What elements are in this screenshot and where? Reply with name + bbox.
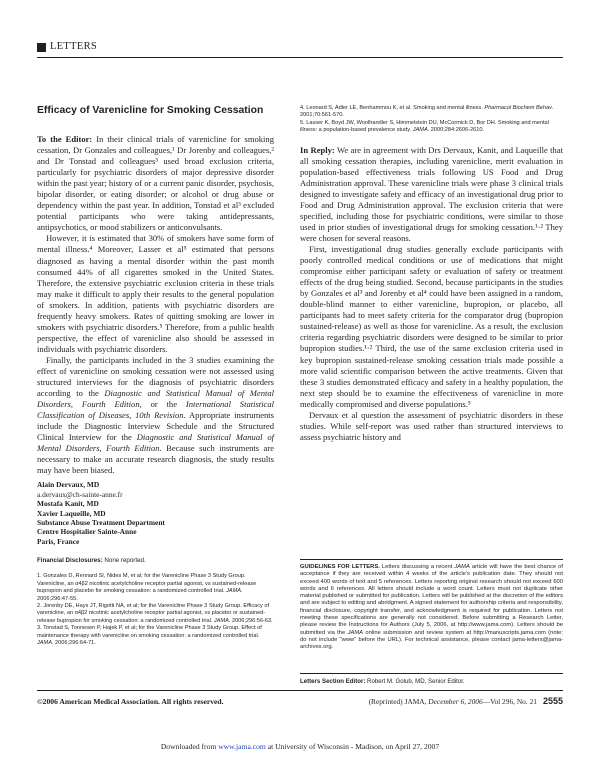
footer-date: December 6, 2006 [428, 697, 483, 706]
letter-p3-i1: Diagnostic and Statistical Manual of Mental Disorders, Fourth Edition [37, 388, 274, 410]
reference-item [300, 120, 563, 135]
reply-paragraph-1 [300, 145, 563, 244]
ref-text: 3. Tonstad S, Tonnesen P, Hajek P, et al; for the Varenicline Phase 3 Study Group. Effect of maintenance therapy with varenicline on smoking cessation: a randomized controlled trial. [37, 625, 262, 639]
reference-item [37, 625, 274, 647]
download-pre: Downloaded from [160, 742, 219, 751]
financial-disclosures [37, 557, 274, 565]
editor-label: Letters Section Editor: [300, 678, 366, 685]
section-label: LETTERS [50, 41, 98, 52]
reply-paragraph-2: First, investigational drug studies generally exclude participants with poorly controlled medical conditions or use of medications that might compromise either participant safety or evaluation of safety or treatment effects of the drug being studied. Second, because participants in the studies by Gonzales et al³ and Jorenby et al⁴ could have been assigned in a random, double-blind manner to either varenicline, bupropion, or placebo, all participants had to meet safety criteria for the comparator drug (bupropion sustained-release) as well as those for varenicline. As a result, the exclusion criteria regarding psychiatric disorders were designed to be similar to prior bupropion studies.¹·² Third, the use of the same exclusion criteria used in key bupropion sustained-release smoking cessation trials made possible a more valid scientific comparison between the active treatments. Given that these 3 studies demonstrated efficacy and safety in a healthy population, the next step should be to examine the effectiveness of varenicline in more medically compromised and diverse populations.⁵ [300, 244, 563, 409]
left-column [37, 105, 274, 647]
signature-line: Mostafa Kanit, MD [37, 499, 99, 509]
letter-p3-c: . Appropriate instruments include the Diagnostic Interview Schedule and the Structured Clinical Interview for the [37, 410, 274, 443]
ref-text: 2. Jorenby DE, Hays JT, Rigotti NA, et al; for the Varenicline Phase 3 Study Group. Efficacy of varenicline, an α4β2 nicotinic acetylcholine receptor partial agonist, vs placebo or sustained-release bupropion for smoking cessation: a randomized controlled trial. [37, 602, 270, 624]
letter-body [37, 134, 274, 476]
letter-paragraph-3 [37, 355, 274, 477]
guidelines-box [300, 564, 563, 652]
guidelines-label: GUIDELINES FOR LETTERS. [300, 564, 380, 570]
reference-item [37, 603, 274, 625]
ref-text: 1. Gonzales D, Rennard SI, Nides M, et al; for the Varenicline Phase 3 Study Group. Varenicline, an α4β2 nicotinic acetylcholine receptor partial agonist, vs sustained-release bupropion and placebo for smoking cessation: a randomized controlled trial. [37, 573, 257, 595]
ref-citation: . 2001;70:561-570. [300, 105, 554, 119]
editor-text: Robert M. Golub, MD, Senior Editor. [365, 678, 465, 685]
ref-journal: JAMA [226, 588, 241, 595]
right-column [300, 105, 563, 443]
signature-block [37, 480, 274, 546]
signature-line: Alain Dervaux, MD [37, 480, 100, 490]
reply-p1-text: We are in agreement with Drs Dervaux, Kanit, and Laqueille that all smoking cessation therapies, including varenicline, merit evaluation in population-based effectiveness trials following US Food and Drug Administration approval. These varenicline trials were phase 3 clinical trials designed to investigate safety and efficacy of an investigational drug prior to Food and Drug Administration approval. The exclusion criteria that were specified, including those for psychiatric conditions, were similar to those used in prior studies of investigational drugs for smoking cessation.¹·² They were chosen for several reasons. [300, 144, 563, 243]
ref-journal: JAMA [412, 127, 428, 134]
signature-line: Xavier Laqueille, MD [37, 508, 106, 518]
guidelines-rule [300, 559, 563, 560]
ref-citation: . 2006;296:64-71. [51, 639, 96, 646]
ref-journal: JAMA [213, 617, 229, 624]
financial-text: None reported. [102, 557, 146, 565]
journal-footer [369, 696, 563, 706]
ref-text: 5. Lasser K, Boyd JW, Woolhandler S, Himmelstein DU, McCormick D, Bor DH. Smoking and mental illness: a population-based prevalence study. [300, 119, 549, 134]
download-post: at University of Wisconsin - Madison, on April 27, 2007 [265, 742, 440, 751]
references-left [37, 573, 274, 647]
signature-line: Paris, France [37, 536, 80, 546]
letter-paragraph-2: However, it is estimated that 30% of smokers have some form of mental illness.⁴ Moreover, Lasser et al⁵ estimated that persons diagnosed as having a mental disorder within the past month consumed 44% of all cigarettes smoked in the United States. Therefore, the extensive psychiatric exclusion criteria in these trials may make it difficult to apply their results to the general population of smokers. In addition, patients with psychiatric disorders are frequently heavy smokers. Rates of quitting smoking are lower in smokers with psychiatric disorders.⁵ Therefore, from a public health perspective, the effect of varenicline also should be assessed in individuals with psychiatric disorders. [37, 233, 274, 354]
section-header [37, 41, 563, 55]
letter-p1-text: In their clinical trials of varenicline for smoking cessation, Dr Gonzales and colleagues,¹ Dr Jorenby and colleagues,² and Dr Tonstad and colleagues³ used broad exclusion criteria, particularly for psychiatric disorders of major depressive disorder within the past year; history of or a current panic disorder, psychosis, bipolar disorder, or eating disorder; or alcohol or drug abuse or dependency within the past year. In addition, Tonstad et al³ excluded potential participants who were taking antidepressants, antipsychotics, or mood stabilizers or anticonvulsants. [37, 134, 274, 233]
reference-item [300, 105, 563, 120]
ref-journal: JAMA [37, 639, 52, 646]
copyright: ©2006 American Medical Association. All rights reserved. [37, 697, 224, 706]
letter-p3-i3: Diagnostic and Statistical Manual of Mental Disorders, Fourth Edition [37, 432, 274, 454]
reply-lead: In Reply: [300, 144, 335, 155]
footer-reprinted: (Reprinted) JAMA, [368, 697, 429, 706]
financial-label: Financial Disclosures: [37, 557, 103, 565]
guidelines-journal: JAMA [347, 629, 364, 636]
page-number: 2555 [542, 696, 563, 706]
editor-rule [300, 673, 563, 674]
ref-citation: . 2006;296:47-55. [37, 588, 243, 602]
reference-item [37, 573, 274, 603]
section-marker-square [37, 43, 46, 52]
letter-p3-i2: International Statistical Classification of Diseases, 10th Revision [37, 399, 274, 421]
letter-p3-b: , or the [139, 399, 186, 410]
guidelines-text: online submission and review system at http://manuscripts.jama.com (note: do not include "www" before the URL). For technical assistance, please contact jama-letters@jama-archives.org. [300, 629, 564, 651]
jama-link[interactable]: www.jama.com [218, 742, 266, 751]
header-rule [37, 57, 563, 58]
ref-citation: . 2006;296:56-63. [228, 617, 273, 624]
signature-email[interactable]: a.dervaux@ch-sainte-anne.fr [37, 489, 123, 499]
reply-body [300, 145, 563, 443]
signature-line: Centre Hospitalier Sainte-Anne [37, 527, 137, 537]
ref-text: 4. Leonard S, Adler LE, Benhammou K, et al. Smoking and mental illness. [300, 105, 485, 111]
letter-p3-d: . Because such instruments are necessary to make an accurate research diagnosis, the study results may have been biased. [37, 443, 274, 476]
guidelines-text: article will have the best chance of acceptance if they are received within 4 weeks of the article's publication date. They should not exceed 400 words of text and 5 references. Letters reporting original research should not exceed 600 words and 6 references. All letters should include a word count. Letters must not duplicate other material published or submitted for publication. Letters will be published at the discretion of the editors and are subject to editing and abridgment. A signed statement for authorship criteria and responsibility, financial disclosure, copyright transfer, and acknowledgment is required for publication. Letters not meeting these specifications are generally not considered. Before submitting a Research Letter, please review the Instructions for Authors (July 5, 2006, at http://www.jama.com). Letters should be submitted via the [300, 564, 563, 636]
footer-rule [37, 690, 563, 691]
references-right [300, 105, 563, 135]
article-title: Efficacy of Varenicline for Smoking Cessation [37, 105, 264, 116]
guidelines-journal: JAMA [454, 564, 470, 570]
ref-citation: . 2000;284:2606-2610. [427, 127, 485, 134]
footer-volume: —Vol 296, No. 21 [482, 697, 537, 706]
reply-paragraph-3: Dervaux et al question the assessment of psychiatric disorders in these studies. While self-report was used rather than structured interviews to assess psychiatric history and [300, 409, 563, 442]
section-editor [300, 678, 563, 686]
letter-lead: To the Editor: [37, 134, 93, 144]
guidelines-text: Letters discussing a recent [379, 564, 455, 570]
letter-p3-a: Finally, the participants included in the 3 studies examining the effect of varenicline on smoking cessation were not assessed using structured interviews for the diagnosis of psychiatric disorders according to the [37, 354, 274, 399]
ref-journal: Pharmacol Biochem Behav [484, 105, 552, 111]
letter-paragraph-1 [37, 134, 274, 233]
download-notice [0, 742, 600, 751]
signature-line: Substance Abuse Treatment Department [37, 518, 165, 528]
